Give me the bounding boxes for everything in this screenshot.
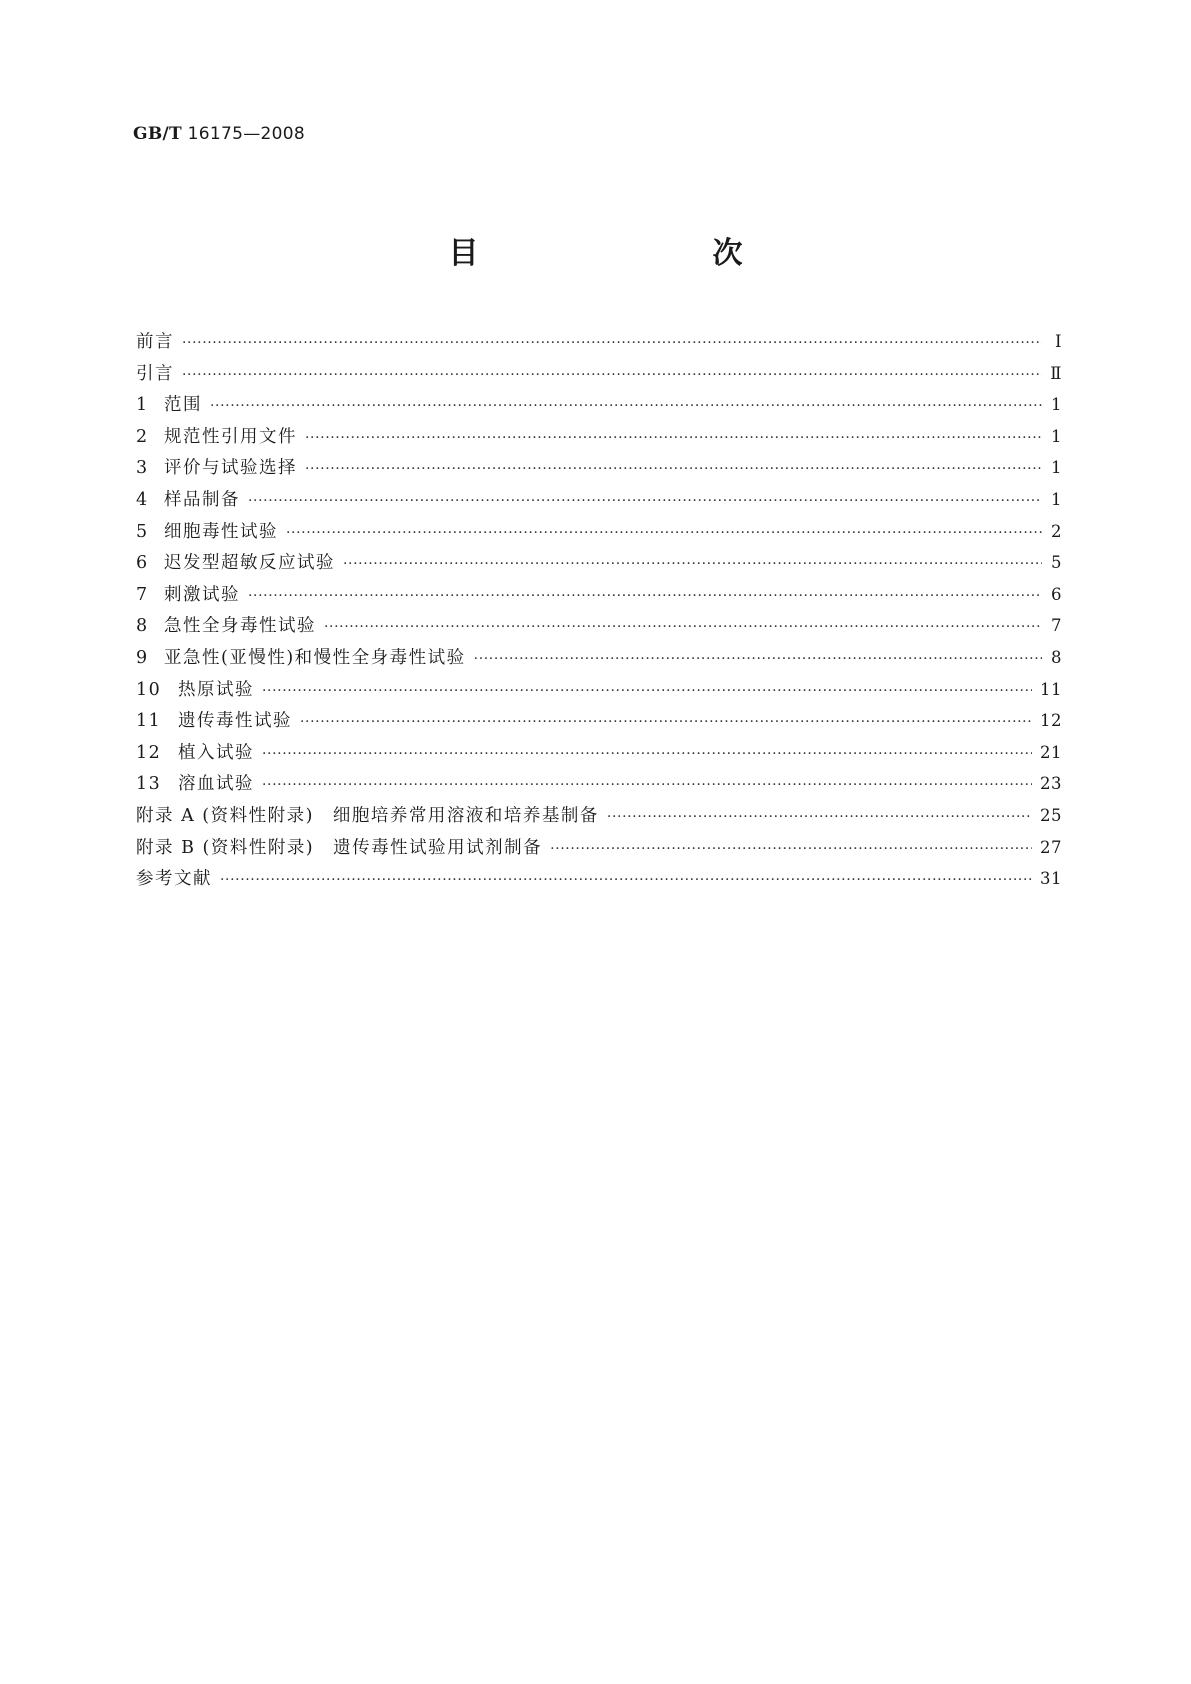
toc-entry-label: 溶血试验 <box>178 774 254 795</box>
toc-leader-dots <box>262 746 1032 762</box>
toc-entry-number: 4 <box>136 489 149 510</box>
toc-entry-label: 引言 <box>136 363 174 384</box>
toc-entry[interactable] <box>136 391 1062 423</box>
toc-entry-page: 27 <box>1040 837 1062 857</box>
toc-entry-label: 样品制备 <box>164 489 240 510</box>
standard-number: 16175—2008 <box>187 124 306 144</box>
toc-entry-page: 1 <box>1051 426 1062 446</box>
toc-entry-page: Ⅰ <box>1054 332 1062 351</box>
toc-entry[interactable] <box>136 549 1062 581</box>
toc-entry-number: 12 <box>136 742 162 763</box>
toc-entry-page: 31 <box>1040 869 1062 889</box>
toc-entry[interactable] <box>136 360 1062 392</box>
toc-entry-page: 5 <box>1051 553 1062 573</box>
toc-entry-label: 急性全身毒性试验 <box>164 616 316 637</box>
toc-leader-dots <box>305 461 1042 477</box>
standard-code <box>133 124 305 144</box>
toc-entry-page: 2 <box>1051 521 1062 541</box>
toc-entry-label: 植入试验 <box>178 742 254 763</box>
toc-entry[interactable] <box>136 676 1062 708</box>
toc-entry-page: 12 <box>1040 711 1062 731</box>
toc-entry-number: 6 <box>136 553 149 574</box>
toc-entry-page: 25 <box>1040 805 1062 825</box>
toc-leader-dots <box>182 367 1042 383</box>
toc-entry[interactable] <box>136 834 1062 866</box>
toc-entry-number: 11 <box>136 711 162 732</box>
toc-leader-dots <box>305 430 1042 446</box>
toc-leader-dots <box>550 841 1032 857</box>
toc-leader-dots <box>262 683 1032 699</box>
toc-entry-label: 附录 A (资料性附录) 细胞培养常用溶液和培养基制备 <box>136 805 599 826</box>
toc-entry-label: 前言 <box>136 332 174 352</box>
standard-prefix: GB/T <box>133 124 182 144</box>
toc-leader-dots <box>248 588 1042 604</box>
toc-entry-page: 8 <box>1051 647 1062 667</box>
toc-entry-label: 迟发型超敏反应试验 <box>164 553 335 574</box>
toc-entry[interactable] <box>136 739 1062 771</box>
toc-entry-label: 热原试验 <box>178 679 254 700</box>
toc-entry[interactable] <box>136 454 1062 486</box>
toc-entry-page: 1 <box>1051 395 1062 415</box>
toc-leader-dots <box>300 714 1032 730</box>
toc-leader-dots <box>182 335 1042 351</box>
toc-entry[interactable] <box>136 518 1062 550</box>
toc-entry-page: 11 <box>1040 679 1062 699</box>
toc-entry-number: 3 <box>136 458 149 479</box>
toc-entry[interactable] <box>136 707 1062 739</box>
toc-entry-page: 1 <box>1051 489 1062 509</box>
toc-leader-dots <box>262 777 1032 793</box>
toc-entry-number: 5 <box>136 521 149 542</box>
toc-entry-page: 7 <box>1051 616 1062 636</box>
toc-entry-page: 1 <box>1051 458 1062 478</box>
toc-entry-label: 细胞毒性试验 <box>164 521 278 542</box>
toc-leader-dots <box>474 651 1042 667</box>
toc-entry[interactable] <box>136 423 1062 455</box>
toc-entry-label: 规范性引用文件 <box>164 426 297 447</box>
toc-entry-label: 亚急性(亚慢性)和慢性全身毒性试验 <box>164 647 466 668</box>
toc-entry-label: 参考文献 <box>136 869 212 890</box>
toc-entry-number: 1 <box>136 395 149 416</box>
toc-entry-number: 10 <box>136 679 162 700</box>
toc-entry-page: 21 <box>1040 742 1062 762</box>
toc-entry-label: 评价与试验选择 <box>164 458 297 479</box>
toc-leader-dots <box>343 556 1042 572</box>
toc-leader-dots <box>248 493 1042 509</box>
toc-entry-number: 9 <box>136 647 149 668</box>
toc-entry[interactable] <box>136 581 1062 613</box>
toc-leader-dots <box>286 525 1042 541</box>
page-title: 目 次 <box>448 236 801 271</box>
toc-entry[interactable] <box>136 770 1062 802</box>
toc-entry-label: 遗传毒性试验 <box>178 711 292 732</box>
toc-entry[interactable] <box>136 486 1062 518</box>
toc-entry-number: 13 <box>136 774 162 795</box>
toc-entry-number: 2 <box>136 426 149 447</box>
toc-entry[interactable] <box>136 865 1062 897</box>
toc-entry-label: 范围 <box>164 395 202 416</box>
toc-entry-label: 附录 B (资料性附录) 遗传毒性试验用试剂制备 <box>136 837 543 858</box>
toc-leader-dots <box>220 872 1032 888</box>
toc-entry-page: 6 <box>1051 584 1062 604</box>
toc-leader-dots <box>607 809 1032 825</box>
toc-entry-page: Ⅱ <box>1050 363 1062 383</box>
toc-entry[interactable] <box>136 612 1062 644</box>
table-of-contents <box>136 328 1062 897</box>
toc-entry-number: 8 <box>136 616 149 637</box>
toc-entry-page: 23 <box>1040 774 1062 794</box>
toc-leader-dots <box>324 619 1042 635</box>
toc-entry-number: 7 <box>136 584 149 605</box>
toc-entry[interactable] <box>136 644 1062 676</box>
toc-entry[interactable] <box>136 328 1062 360</box>
toc-entry-label: 刺激试验 <box>164 584 240 605</box>
toc-leader-dots <box>210 398 1042 414</box>
toc-entry[interactable] <box>136 802 1062 834</box>
